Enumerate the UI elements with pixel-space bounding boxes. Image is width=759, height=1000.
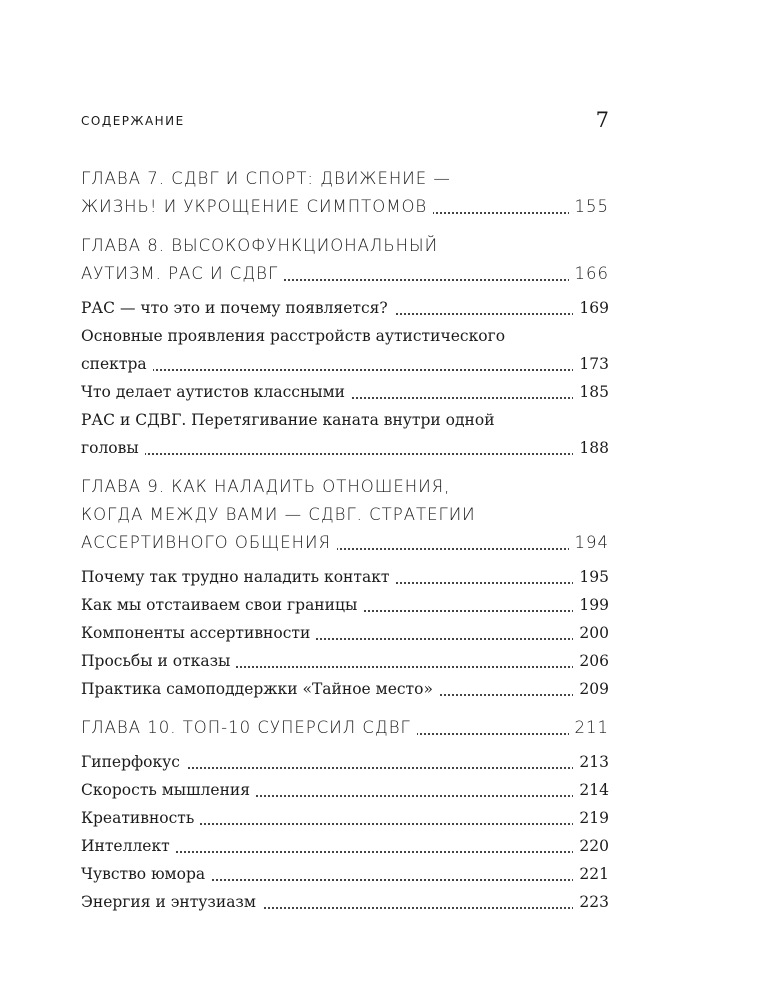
toc-entry[interactable]: Креативность 219 (81, 804, 609, 832)
chapter-8-title-line-1[interactable]: ГЛАВА 8. ВЫСОКОФУНКЦИОНАЛЬНЫЙ (81, 232, 609, 260)
toc-entry[interactable]: Энергия и энтузиазм 223 (81, 888, 609, 916)
toc-entry[interactable]: Компоненты ассертивности 200 (81, 619, 609, 647)
running-header-title: СОДЕРЖАНИЕ (81, 114, 185, 128)
chapter-8-page: 166 (569, 260, 610, 288)
chapter-10-page: 211 (569, 714, 610, 742)
chapter-7-page: 155 (569, 193, 610, 221)
chapter-9-title-line-3[interactable]: АССЕРТИВНОГО ОБЩЕНИЯ 194 (81, 529, 609, 557)
toc-entry[interactable]: Почему так трудно наладить контакт 195 (81, 563, 609, 591)
toc-entry[interactable]: Просьбы и отказы 206 (81, 647, 609, 675)
chapter-7-title-line-2[interactable]: ЖИЗНЬ! И УКРОЩЕНИЕ СИМПТОМОВ 155 (81, 193, 609, 221)
chapter-10-title[interactable]: ГЛАВА 10. ТОП-10 СУПЕРСИЛ СДВГ 211 (81, 714, 609, 742)
toc-entry[interactable]: Что делает аутистов классными 185 (81, 378, 609, 406)
toc-entry[interactable]: Скорость мышления 214 (81, 776, 609, 804)
toc-entry[interactable]: Гиперфокус 213 (81, 748, 609, 776)
dot-leader (81, 369, 609, 371)
chapter-8-title-line-2[interactable]: АУТИЗМ. РАС И СДВГ 166 (81, 260, 609, 288)
toc-entry[interactable]: спектра 173 (81, 350, 609, 378)
chapter-7-title-line-1[interactable]: ГЛАВА 7. СДВГ И СПОРТ: ДВИЖЕНИЕ — (81, 165, 609, 193)
dot-leader (81, 453, 609, 455)
toc-entry[interactable]: головы 188 (81, 434, 609, 462)
chapter-9-page: 194 (569, 529, 610, 557)
page-header (81, 108, 609, 138)
table-of-contents (81, 165, 609, 916)
toc-entry[interactable]: Практика самоподдержки «Тайное место» 209 (81, 675, 609, 703)
toc-entry[interactable]: РАС и СДВГ. Перетягивание каната внутри одной (81, 406, 609, 434)
toc-entry[interactable]: Основные проявления расстройств аутистического (81, 322, 609, 350)
chapter-9-title-line-1[interactable]: ГЛАВА 9. КАК НАЛАДИТЬ ОТНОШЕНИЯ, (81, 473, 609, 501)
toc-entry[interactable]: Интеллект 220 (81, 832, 609, 860)
toc-entry[interactable]: Чувство юмора 221 (81, 860, 609, 888)
page-number: 7 (595, 108, 609, 132)
toc-entry[interactable]: Как мы отстаиваем свои границы 199 (81, 591, 609, 619)
toc-entry[interactable]: РАС — что это и почему появляется? 169 (81, 294, 609, 322)
chapter-9-title-line-2[interactable]: КОГДА МЕЖДУ ВАМИ — СДВГ. СТРАТЕГИИ (81, 501, 609, 529)
